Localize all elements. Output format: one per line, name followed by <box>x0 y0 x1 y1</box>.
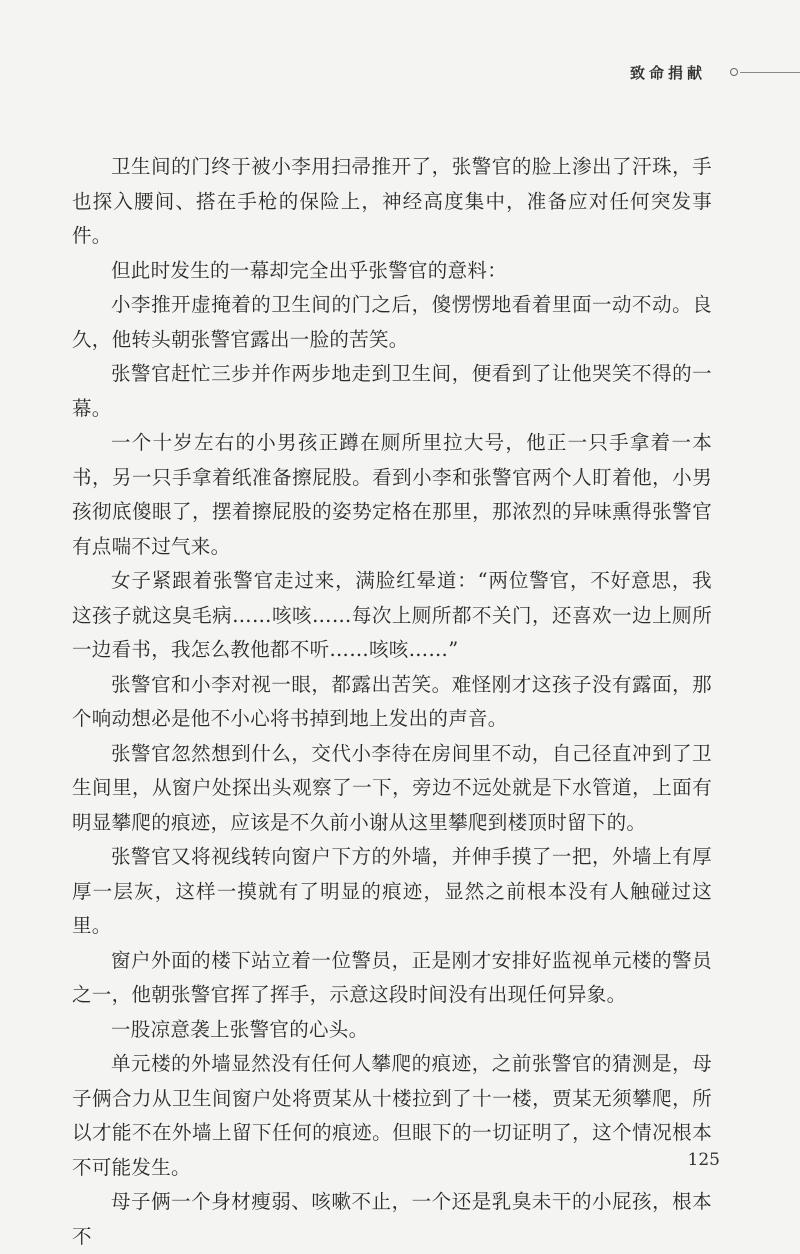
paragraph: 张警官和小李对视一眼，都露出苦笑。难怪刚才这孩子没有露面，那个响动想必是他不小心将书掉到地上发出的声音。 <box>72 672 712 730</box>
circle-ornament-icon <box>730 68 738 76</box>
body-text <box>72 150 712 1254</box>
head-rule-divider <box>740 72 800 73</box>
paragraph: 窗户外面的楼下站立着一位警员，正是刚才安排好监视单元楼的警员之一，他朝张警官挥了挥手，示意这段时间没有出现任何异象。 <box>72 948 712 1006</box>
running-head-title: 致命捐献 <box>630 64 707 82</box>
paragraph: 张警官忽然想到什么，交代小李待在房间里不动，自己径直冲到了卫生间里，从窗户处探出头观察了一下，旁边不远处就是下水管道，上面有明显攀爬的痕迹，应该是不久前小谢从这里攀爬到楼顶时留下的。 <box>72 741 712 834</box>
paragraph: 一股凉意袭上张警官的心头。 <box>111 1017 369 1041</box>
paragraph: 张警官又将视线转向窗户下方的外墙，并伸手摸了一把，外墙上有厚厚一层灰，这样一摸就有了明显的痕迹，显然之前根本没有人触碰过这里。 <box>72 845 712 937</box>
paragraph: 一个十岁左右的小男孩正蹲在厕所里拉大号，他正一只手拿着一本书，另一只手拿着纸准备擦屁股。看到小李和张警官两个人盯着他，小男孩彻底傻眼了，摆着擦屁股的姿势定格在那里，那浓烈的异味熏得张警官有点喘不过气来。 <box>72 431 712 558</box>
paragraph: 母子俩一个身材瘦弱、咳嗽不止，一个还是乳臭未干的小屁孩，根本不 <box>72 1190 712 1248</box>
running-head <box>560 62 800 86</box>
paragraph: 张警官赶忙三步并作两步地走到卫生间，便看到了让他哭笑不得的一幕。 <box>72 362 712 420</box>
paragraph: 卫生间的门终于被小李用扫帚推开了，张警官的脸上渗出了汗珠，手也探入腰间、搭在手枪的保险上，神经高度集中，准备应对任何突发事件。 <box>72 155 712 247</box>
paragraph: 小李推开虚掩着的卫生间的门之后，傻愣愣地看着里面一动不动。良久，他转头朝张警官露出一脸的苦笑。 <box>72 293 712 351</box>
paragraph: 单元楼的外墙显然没有任何人攀爬的痕迹，之前张警官的猜测是，母子俩合力从卫生间窗户处将贾某从十楼拉到了十一楼，贾某无须攀爬，所以才能不在外墙上留下任何的痕迹。但眼下的一切证明了，这个情况根本不可能发生。 <box>72 1052 712 1179</box>
page-number: 125 <box>687 1150 720 1170</box>
paragraph: 但此时发生的一幕却完全出乎张警官的意料： <box>111 258 508 282</box>
paragraph: 女子紧跟着张警官走过来，满脸红晕道：“两位警官，不好意思，我这孩子就这臭毛病……咳咳……每次上厕所都不关门，还喜欢一边上厕所一边看书，我怎么教他都不听……咳咳……” <box>72 569 712 661</box>
